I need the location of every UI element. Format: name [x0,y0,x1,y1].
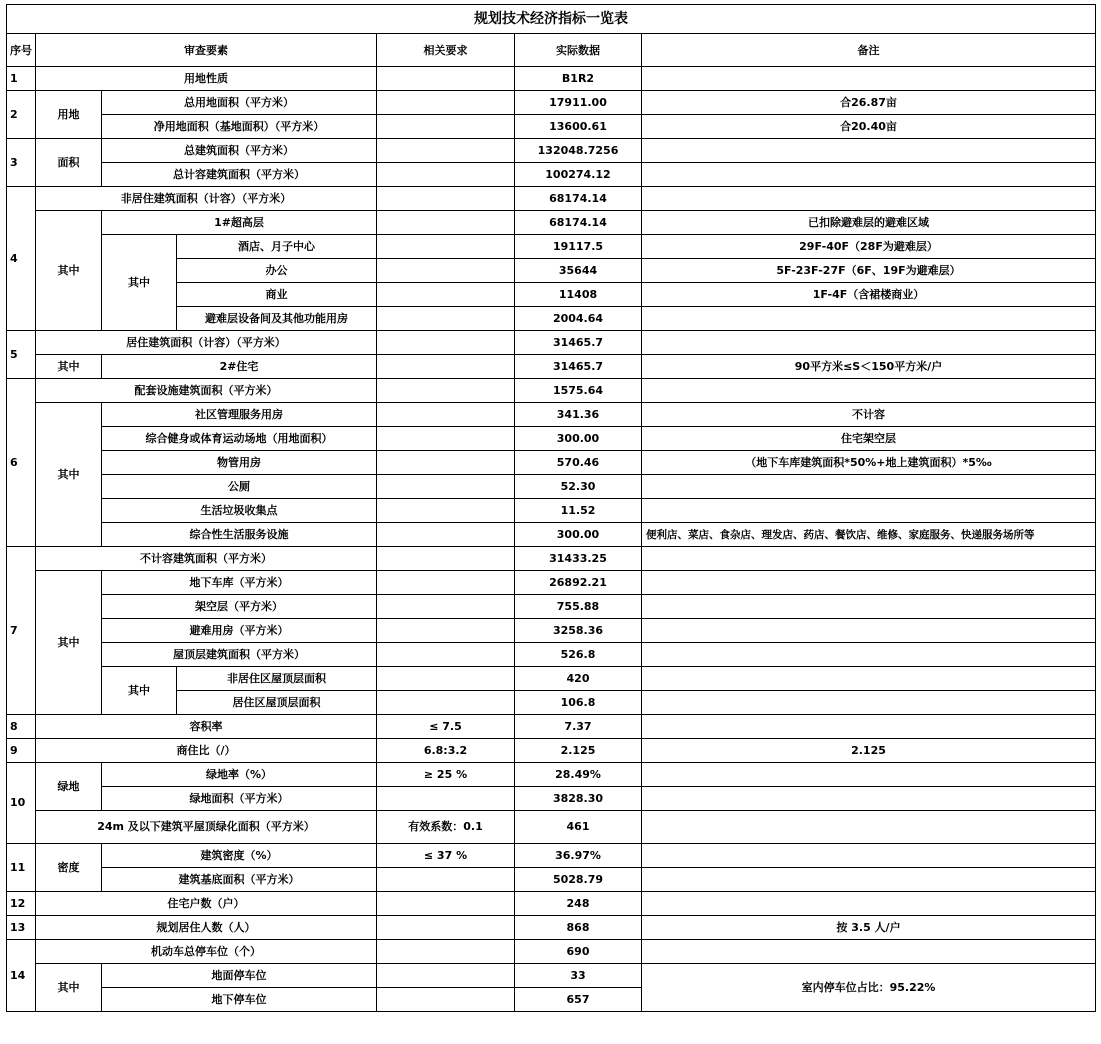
row-req: ≤ 37 % [377,844,515,868]
row-req [377,427,515,451]
row-actual: 106.8 [515,691,642,715]
row-group: 其中 [36,403,102,547]
row-item: 总建筑面积（平方米） [102,139,377,163]
row-item: 绿地面积（平方米） [102,787,377,811]
header-no: 序号 [7,34,36,67]
row-item: 规划居住人数（人） [36,916,377,940]
row-actual: 1575.64 [515,379,642,403]
row-subgroup: 其中 [102,667,177,715]
row-item: 地面停车位 [102,964,377,988]
row-group: 其中 [36,571,102,715]
row-item: 居住建筑面积（计容）（平方米） [36,331,377,355]
row-actual: 11408 [515,283,642,307]
row-req [377,892,515,916]
row-req [377,667,515,691]
row-actual: 2004.64 [515,307,642,331]
row-note [642,499,1096,523]
row-group: 其中 [36,964,102,1012]
table-row [7,451,1096,475]
table-row [7,403,1096,427]
table-row [7,643,1096,667]
table-row [7,331,1096,355]
row-group: 其中 [36,211,102,331]
row-note [642,475,1096,499]
row-actual: 300.00 [515,427,642,451]
table-row [7,892,1096,916]
row-req [377,643,515,667]
table-row [7,787,1096,811]
row-item: 居住区屋顶层面积 [177,691,377,715]
table-row [7,91,1096,115]
row-item: 屋顶层建筑面积（平方米） [102,643,377,667]
table-row [7,868,1096,892]
row-item: 公厕 [102,475,377,499]
row-no: 14 [7,940,36,1012]
row-actual: 100274.12 [515,163,642,187]
row-note [642,379,1096,403]
table-row [7,355,1096,379]
indicator-table [6,4,1096,1012]
row-item: 非居住区屋顶层面积 [177,667,377,691]
row-req [377,331,515,355]
table-title: 规划技术经济指标一览表 [7,5,1096,34]
row-no: 3 [7,139,36,187]
row-note [642,331,1096,355]
row-group: 其中 [36,355,102,379]
row-note: 便利店、菜店、食杂店、理发店、药店、餐饮店、维修、家庭服务、快递服务场所等 [642,523,1096,547]
row-actual: 657 [515,988,642,1012]
row-actual: 33 [515,964,642,988]
row-req [377,988,515,1012]
row-actual: 420 [515,667,642,691]
table-row [7,595,1096,619]
row-req [377,139,515,163]
row-actual: 31433.25 [515,547,642,571]
row-note [642,844,1096,868]
row-item: 容积率 [36,715,377,739]
row-item: 避难层设备间及其他功能用房 [177,307,377,331]
table-row [7,67,1096,91]
row-item: 建筑密度（%） [102,844,377,868]
row-item: 商住比（/） [36,739,377,763]
row-item: 架空层（平方米） [102,595,377,619]
row-actual: 52.30 [515,475,642,499]
row-note: 5F-23F-27F（6F、19F为避难层） [642,259,1096,283]
row-actual: 26892.21 [515,571,642,595]
table-row [7,379,1096,403]
row-note [642,892,1096,916]
row-actual: 68174.14 [515,211,642,235]
row-note: 住宅架空层 [642,427,1096,451]
row-no: 11 [7,844,36,892]
row-note [642,868,1096,892]
row-note [642,595,1096,619]
table-row [7,427,1096,451]
row-actual: 36.97% [515,844,642,868]
table-row [7,844,1096,868]
row-req [377,379,515,403]
row-actual: 132048.7256 [515,139,642,163]
row-actual: 13600.61 [515,115,642,139]
row-req: ≥ 25 % [377,763,515,787]
table-row [7,964,1096,988]
row-note [642,940,1096,964]
table-row [7,187,1096,211]
row-req [377,403,515,427]
row-no: 13 [7,916,36,940]
row-req [377,91,515,115]
row-no: 10 [7,763,36,844]
row-note [642,643,1096,667]
row-note: 按 3.5 人/户 [642,916,1096,940]
row-note: 1F-4F（含裙楼商业） [642,283,1096,307]
row-actual: 7.37 [515,715,642,739]
row-actual: 35644 [515,259,642,283]
row-note [642,571,1096,595]
row-item: 总计容建筑面积（平方米） [102,163,377,187]
table-row [7,571,1096,595]
row-req [377,451,515,475]
row-actual: 11.52 [515,499,642,523]
row-item: 生活垃圾收集点 [102,499,377,523]
row-note: 90平方米≤S＜150平方米/户 [642,355,1096,379]
row-actual: 3828.30 [515,787,642,811]
row-req [377,475,515,499]
row-item: 社区管理服务用房 [102,403,377,427]
row-note: 合20.40亩 [642,115,1096,139]
row-item: 不计容建筑面积（平方米） [36,547,377,571]
row-item: 净用地面积（基地面积）（平方米） [102,115,377,139]
row-note [642,763,1096,787]
row-note: 不计容 [642,403,1096,427]
row-req [377,235,515,259]
row-actual: 300.00 [515,523,642,547]
row-note [642,187,1096,211]
row-no: 2 [7,91,36,139]
row-item: 地下车库（平方米） [102,571,377,595]
row-item: 2#住宅 [102,355,377,379]
row-req [377,115,515,139]
row-group: 密度 [36,844,102,892]
row-no: 12 [7,892,36,916]
row-item: 建筑基底面积（平方米） [102,868,377,892]
row-req [377,691,515,715]
row-group: 面积 [36,139,102,187]
row-req: ≤ 7.5 [377,715,515,739]
row-no: 9 [7,739,36,763]
row-note: 室内停车位占比：95.22% [642,964,1096,1012]
row-req [377,787,515,811]
row-item: 商业 [177,283,377,307]
table-row [7,547,1096,571]
row-actual: 3258.36 [515,619,642,643]
row-actual: 19117.5 [515,235,642,259]
row-actual: 526.8 [515,643,642,667]
row-req [377,259,515,283]
row-item: 避难用房（平方米） [102,619,377,643]
row-note [642,715,1096,739]
table-row [7,235,1096,259]
table-row [7,499,1096,523]
row-req: 6.8:3.2 [377,739,515,763]
row-req [377,547,515,571]
row-item: 综合健身或体育运动场地（用地面积） [102,427,377,451]
row-no: 4 [7,187,36,331]
table-row [7,940,1096,964]
row-item: 1#超高层 [102,211,377,235]
header-note: 备注 [642,34,1096,67]
table-row [7,619,1096,643]
table-row [7,139,1096,163]
row-req [377,283,515,307]
row-actual: 755.88 [515,595,642,619]
row-item: 酒店、月子中心 [177,235,377,259]
row-actual: 341.36 [515,403,642,427]
table-row [7,667,1096,691]
row-actual: 2.125 [515,739,642,763]
row-no: 6 [7,379,36,547]
indicator-sheet [6,4,1095,1012]
row-subgroup: 其中 [102,235,177,331]
table-row [7,163,1096,187]
row-req [377,940,515,964]
row-item: 机动车总停车位（个） [36,940,377,964]
row-item: 配套设施建筑面积（平方米） [36,379,377,403]
row-actual: 248 [515,892,642,916]
row-actual: 5028.79 [515,868,642,892]
table-row [7,715,1096,739]
table-row [7,916,1096,940]
row-req [377,355,515,379]
row-group: 绿地 [36,763,102,811]
row-item: 总用地面积（平方米） [102,91,377,115]
row-actual: 28.49% [515,763,642,787]
row-note [642,787,1096,811]
row-note [642,811,1096,844]
row-note [642,67,1096,91]
row-req: 有效系数：0.1 [377,811,515,844]
row-note [642,139,1096,163]
row-req [377,163,515,187]
row-item: 地下停车位 [102,988,377,1012]
row-req [377,67,515,91]
row-note [642,667,1096,691]
row-no: 1 [7,67,36,91]
table-row [7,763,1096,787]
row-actual: 31465.7 [515,331,642,355]
row-note [642,163,1096,187]
row-note: 2.125 [642,739,1096,763]
table-row [7,811,1096,844]
row-no: 5 [7,331,36,379]
row-req [377,571,515,595]
row-item: 住宅户数（户） [36,892,377,916]
row-req [377,499,515,523]
row-item: 办公 [177,259,377,283]
row-actual: 68174.14 [515,187,642,211]
row-req [377,307,515,331]
row-note [642,307,1096,331]
row-req [377,916,515,940]
row-group: 用地 [36,91,102,139]
row-item: 综合性生活服务设施 [102,523,377,547]
row-no: 8 [7,715,36,739]
row-req [377,523,515,547]
row-item: 用地性质 [36,67,377,91]
row-actual: B1R2 [515,67,642,91]
row-note [642,547,1096,571]
row-note: 合26.87亩 [642,91,1096,115]
table-row [7,475,1096,499]
row-actual: 868 [515,916,642,940]
row-actual: 17911.00 [515,91,642,115]
table-row [7,115,1096,139]
row-actual: 461 [515,811,642,844]
row-item: 绿地率（%） [102,763,377,787]
row-req [377,868,515,892]
header-item: 审查要素 [36,34,377,67]
row-req [377,964,515,988]
row-req [377,595,515,619]
row-note: 29F-40F（28F为避难层） [642,235,1096,259]
row-req [377,211,515,235]
header-req: 相关要求 [377,34,515,67]
table-row [7,211,1096,235]
row-note [642,619,1096,643]
table-row [7,523,1096,547]
row-item: 非居住建筑面积（计容）（平方米） [36,187,377,211]
row-req [377,187,515,211]
row-note [642,691,1096,715]
row-actual: 31465.7 [515,355,642,379]
row-note: 已扣除避难层的避难区域 [642,211,1096,235]
row-note: （地下车库建筑面积*50%+地上建筑面积）*5‰ [642,451,1096,475]
header-actual: 实际数据 [515,34,642,67]
table-row [7,739,1096,763]
row-actual: 570.46 [515,451,642,475]
row-no: 7 [7,547,36,715]
row-item: 物管用房 [102,451,377,475]
row-req [377,619,515,643]
row-actual: 690 [515,940,642,964]
row-item: 24m 及以下建筑平屋顶绿化面积（平方米） [36,811,377,844]
